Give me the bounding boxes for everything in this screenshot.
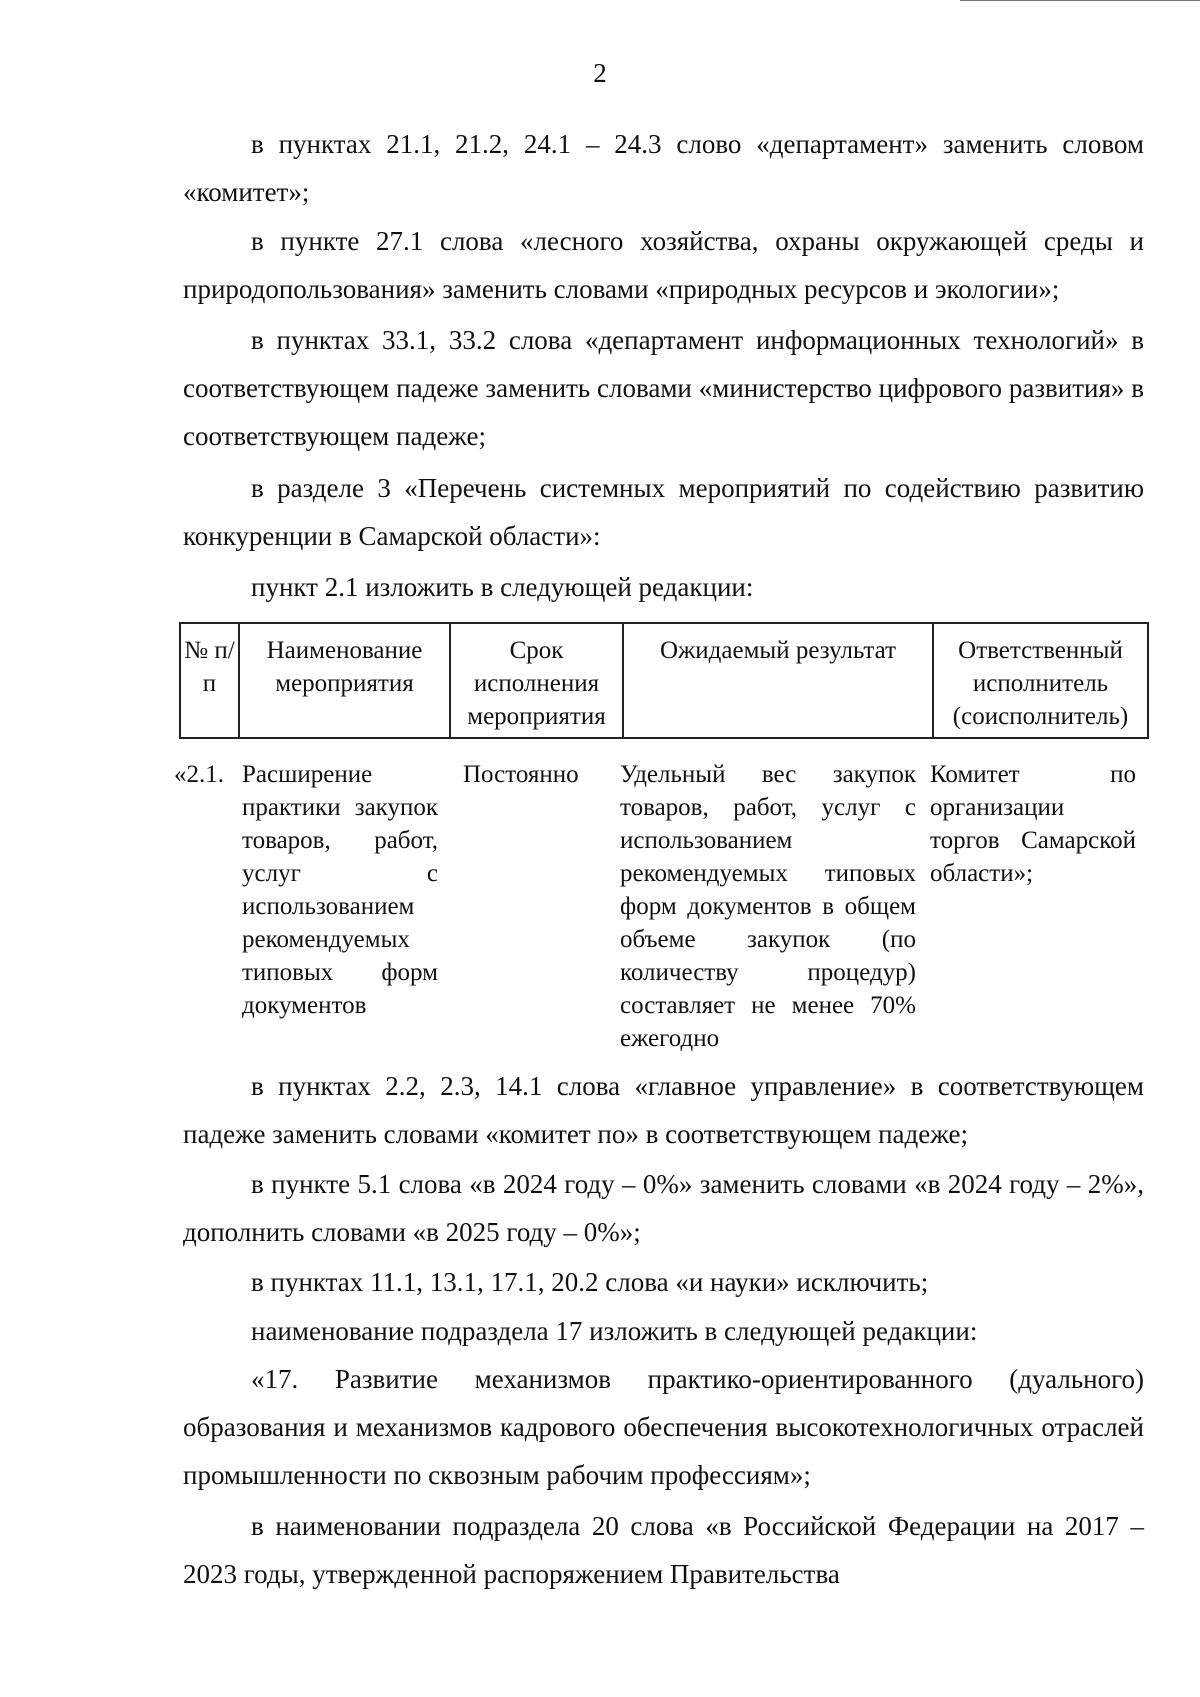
row-result: Удельный вес закупок товаров, работ, услуг с использованием рекомендуемых типовых форм документов в общем объеме закупок (по количеству процедур) составляет не менее 70% ежегодно — [620, 761, 916, 1052]
header-result: Ожидаемый результат — [623, 623, 933, 738]
header-num: № п/п — [180, 623, 239, 738]
paragraph: «17. Развитие механизмов практико-ориентированного (дуального) образования и механизмов кадрового обеспечения высокотехнологичных отраслей промышленности по сквозным рабочим профессиям»; — [183, 1364, 1144, 1490]
header-name: Наименование мероприятия — [239, 623, 450, 738]
paragraph: наименование подраздела 17 изложить в следующей редакции: — [251, 1316, 978, 1346]
header-term: Срок исполнения мероприятия — [450, 623, 623, 738]
paragraph: пункт 2.1 изложить в следующей редакции: — [251, 572, 754, 602]
scan-edge-line — [960, 0, 1200, 1]
paragraph: в наименовании подраздела 20 слова «в Российской Федерации на 2017 – 2023 годы, утвержденной распоряжением Правительства — [183, 1511, 1144, 1589]
paragraph: в пунктах 21.1, 21.2, 24.1 – 24.3 слово «департамент» заменить словом «комитет»; — [183, 129, 1144, 207]
row-term: Постоянно — [463, 761, 579, 788]
row-executor: Комитет по организации торгов Самарской области»; — [930, 761, 1136, 887]
row-num: «2.1. — [174, 761, 224, 788]
page-number: 2 — [593, 58, 607, 88]
row-name: Расширение практики закупок товаров, работ, услуг с использованием рекомендуемых типовых форм документов — [242, 761, 438, 1019]
table-header-row — [180, 623, 1148, 738]
paragraph: в пунктах 11.1, 13.1, 17.1, 20.2 слова «и науки» исключить; — [251, 1267, 929, 1297]
paragraph: в пунктах 2.2, 2.3, 14.1 слова «главное управление» в соответствующем падеже заменить словами «комитет по» в соответствующем падеже; — [183, 1071, 1144, 1149]
paragraph: в пункте 27.1 слова «лесного хозяйства, охраны окружающей среды и природопользования» заменить словами «природных ресурсов и экологии»; — [183, 226, 1144, 304]
table-header — [179, 622, 1149, 739]
paragraph: в пунктах 33.1, 33.2 слова «департамент информационных технологий» в соответствующем падеже заменить словами «министерство цифрового развития» в соответствующем падеже; — [183, 325, 1144, 451]
paragraph: в разделе 3 «Перечень системных мероприятий по содействию развитию конкуренции в Самарской области»: — [183, 473, 1144, 551]
paragraph: в пункте 5.1 слова «в 2024 году – 0%» заменить словами «в 2024 году – 2%», дополнить словами «в 2025 году – 0%»; — [183, 1169, 1144, 1247]
header-executor: Ответственный исполнитель (соисполнитель) — [933, 623, 1148, 738]
